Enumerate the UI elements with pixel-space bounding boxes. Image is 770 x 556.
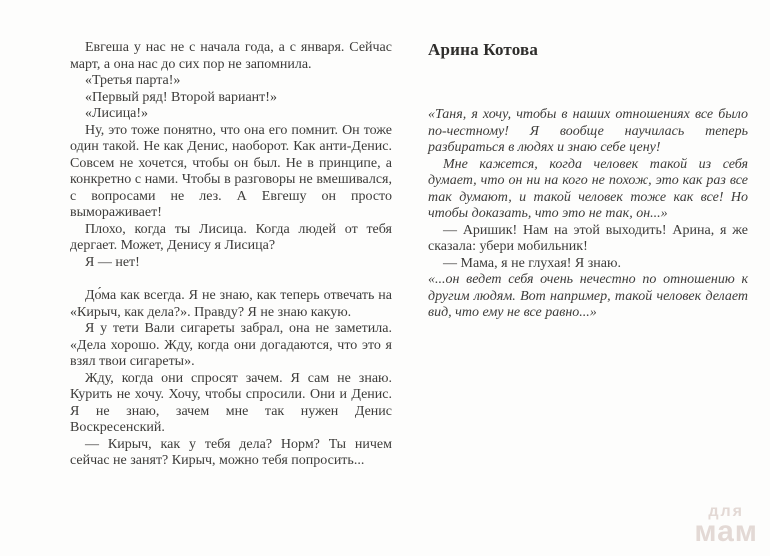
body-paragraph: «Лисица!» <box>85 106 149 121</box>
right-page <box>428 40 748 322</box>
epigraph-paragraph: «Таня, я хочу, чтобы в наших отношениях все было по-честному! Я вообще научилась теперь разбираться в людях и знаю себе цену! <box>428 107 748 155</box>
watermark-line1: для <box>708 503 744 520</box>
body-paragraph: Жду, когда они спросят зачем. Я сам не знаю. Курить не хочу. Хочу, чтобы спросили. Они и Денис. Я не знаю, зачем мне так нужен Денис Воскресенский. <box>70 370 392 435</box>
body-paragraph: Евгеша у нас не с начала года, а с января. Сейчас март, а она нас до сих пор не запомнила. <box>70 40 392 72</box>
epigraph-paragraph: Мне кажется, когда человек такой из себя думает, что он ни на кого не похож, это как раз все так думают, и такой человек тоже как все! Но чтобы доказать, что это не так, он...» <box>428 156 748 221</box>
body-paragraph: «Первый ряд! Второй вариант!» <box>85 89 277 105</box>
dialogue-paragraph: — Аришик! Нам на этой выходить! Арина, я же сказала: убери мобильник! <box>428 222 748 254</box>
epigraph-paragraph: «...он ведет себя очень нечестно по отношению к другим людям. Вот например, такой человек делает вид, что ему не все равно...» <box>428 272 748 320</box>
body-paragraph: «Третья парта!» <box>85 73 181 88</box>
dialogue-paragraph: — Кирыч, как у тебя дела? Норм? Ты ничем сейчас не занят? Кирыч, можно тебя попросить... <box>70 436 392 468</box>
body-paragraph: Я у тети Вали сигареты забрал, она не заметила. «Дела хорошо. Жду, когда они догадаются, что это я взял твои сигареты». <box>70 321 392 369</box>
left-page <box>70 40 392 470</box>
author-heading: Арина Котова <box>428 40 539 59</box>
body-paragraph: Я — нет! <box>85 254 140 270</box>
dialogue-paragraph: — Мама, я не глухая! Я знаю. <box>443 255 621 271</box>
body-paragraph: Плохо, когда ты Лисица. Когда людей от тебя дергает. Может, Денису я Лисица? <box>70 221 392 253</box>
site-watermark <box>694 503 758 548</box>
body-paragraph: Ну, это тоже понятно, что она его помнит. Он тоже один такой. Не как Денис, наоборот. Как анти-Денис. Совсем не хочется, чтобы он был. Не в принципе, а конкретно с нами. Чтобы в разговоры не вмешивался, с вопросами не лез. А Евгешу он просто вымораживает! <box>70 122 392 220</box>
body-paragraph: До́ма как всегда. Я не знаю, как теперь отвечать на «Кирыч, как дела?». Правду? Я не знаю какую. <box>70 288 392 320</box>
watermark-line2: мам <box>694 515 758 548</box>
